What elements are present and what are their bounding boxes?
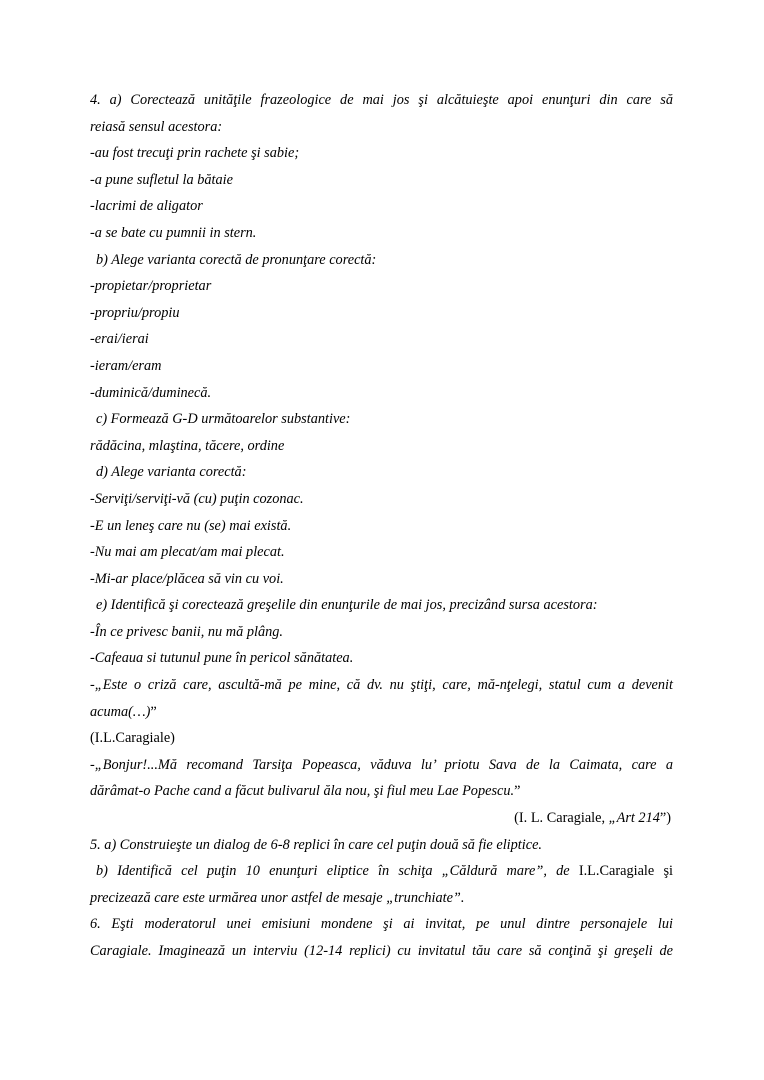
ex4-e-item: -Cafeaua si tutunul pune în pericol sănătatea. [90, 650, 354, 667]
ex5-b-line1 [90, 858, 673, 885]
ex4-d-item: -Serviţi/serviţi-vă (cu) puţin cozonac. [90, 490, 304, 507]
ex4-d-item: -Nu mai am plecat/am mai plecat. [90, 544, 285, 561]
ex4-a-item: -lacrimi de aligator [90, 198, 203, 215]
ex4-a-line2: reiasă sensul acestora: [90, 118, 223, 135]
quote2-source [90, 805, 673, 832]
ex4-a-item: -a se bate cu pumnii in stern. [90, 224, 257, 241]
quote1-close-mark: ” [150, 703, 157, 720]
ex4-a-line1: 4. a) Corectează unităţile frazeologice de mai jos şi alcătuieşte apoi enunţuri din care să [90, 92, 673, 108]
ex4-a-item: -au fost trecuţi prin rachete şi sabie; [90, 145, 300, 162]
quote2-source-suffix: ”) [659, 810, 671, 827]
ex4-d-item: -Mi-ar place/plăcea să vin cu voi. [90, 570, 284, 587]
ex5-b-author: I.L.Caragiale [578, 863, 655, 880]
ex4-b-item: -erai/ierai [90, 331, 149, 348]
ex4-c-heading: c) Formează G-D următoarelor substantive: [96, 411, 351, 428]
ex4-a-item: -a pune sufletul la bătaie [90, 171, 233, 188]
quote1-source: (I.L.Caragiale) [90, 730, 175, 747]
quote2-line2 [90, 778, 673, 805]
ex4-c-words: rădăcina, mlaştina, tăcere, ordine [90, 437, 285, 454]
ex6-line1: 6. Eşti moderatorul unei emisiuni mondene şi ai invitat, pe unul dintre personajele lui [90, 916, 673, 933]
quote2-source-title: „Art 214 [608, 810, 660, 827]
ex5-a-line: 5. a) Construieşte un dialog de 6-8 replici în care cel puţin două să fie eliptice. [90, 836, 542, 853]
quote1-line1: -„Este o criză care, ascultă-mă pe mine, că dv. nu ştiţi, care, mă-nţelegi, statul cum a devenit [90, 677, 673, 694]
ex5-b-text-end: şi [654, 863, 673, 880]
ex4-d-item: -E un leneş care nu (se) mai există. [90, 517, 292, 534]
ex4-d-heading: d) Alege varianta corectă: [96, 464, 247, 481]
ex4-b-item: -ieram/eram [90, 357, 162, 374]
document-page [90, 87, 673, 965]
ex6-line2: Caragiale. Imaginează un interviu (12-14 replici) cu invitatul tău care să conţină şi greşeli de [90, 943, 673, 959]
ex4-b-heading: b) Alege varianta corectă de pronunţare corectă: [96, 251, 377, 268]
quote2-line1: -„Bonjur!...Mă recomand Tarsiţa Popeasca, văduva lu’ priotu Sava de la Caimata, care a [90, 756, 673, 773]
quote1-text-end: acuma(…) [90, 703, 151, 720]
quote1-line2 [90, 699, 673, 726]
ex4-e-heading: e) Identifică şi corectează greşelile din enunţurile de mai jos, precizând sursa acestora: [96, 597, 598, 614]
quote2-source-prefix: (I. L. Caragiale, [514, 810, 609, 827]
quote2-close-mark: ” [514, 783, 521, 800]
ex4-b-item: -duminică/duminecă. [90, 384, 212, 401]
ex5-b-text: b) Identifică cel puţin 10 enunţuri eliptice în schiţa „Căldură mare”, de [96, 863, 579, 880]
ex5-b-line2: precizează care este urmărea unor astfel de mesaje „trunchiate”. [90, 889, 465, 906]
ex4-b-item: -propietar/proprietar [90, 278, 212, 295]
quote2-text-end: dărâmat-o Pache cand a făcut bulivarul ăla nou, şi fiul meu Lae Popescu. [90, 783, 515, 800]
ex4-e-item: -În ce privesc banii, nu mă plâng. [90, 623, 283, 640]
ex4-b-item: -propriu/propiu [90, 304, 180, 321]
